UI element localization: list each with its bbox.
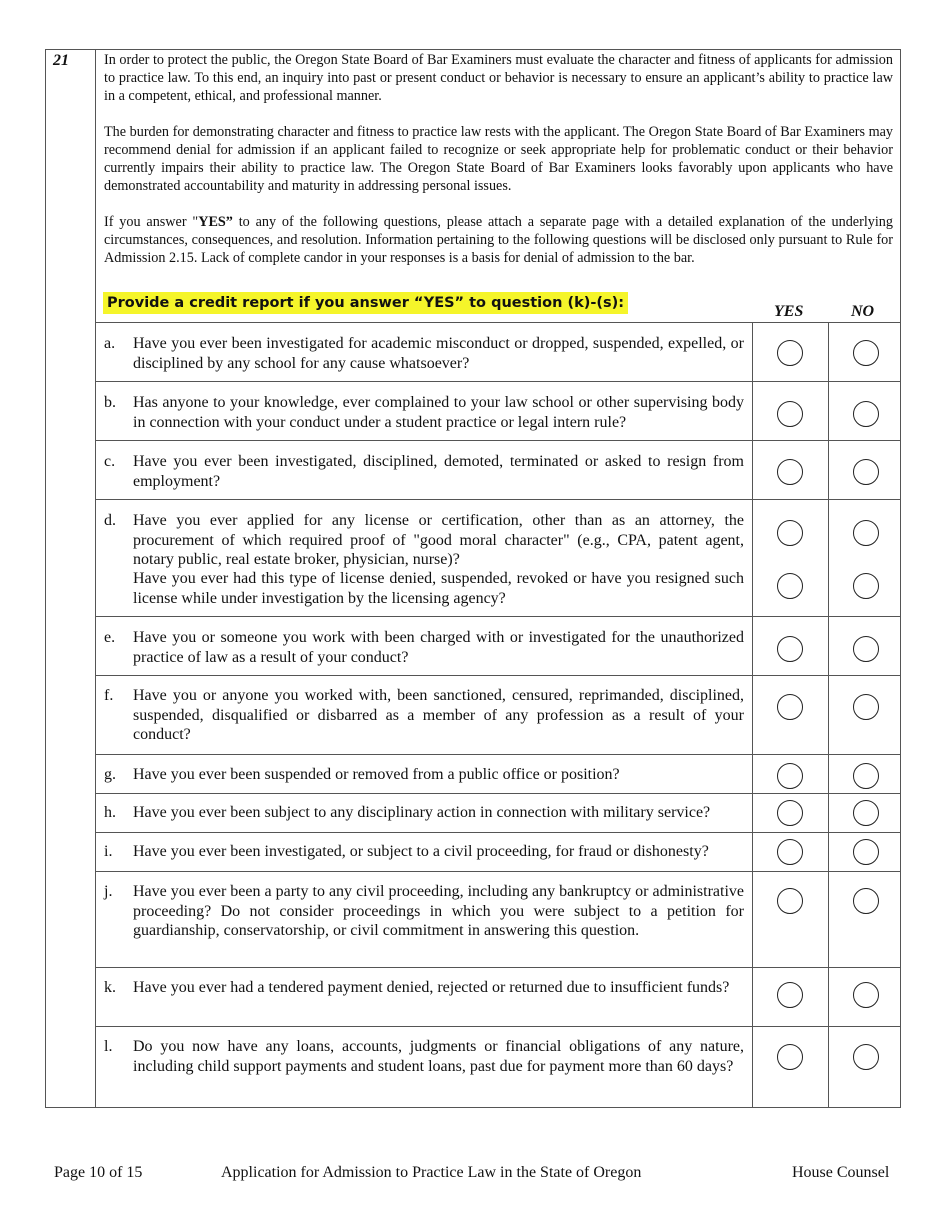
no-radio[interactable] <box>853 763 879 789</box>
question-letter: i. <box>104 843 113 860</box>
question-row-h <box>96 793 901 832</box>
question-row-b <box>96 381 901 440</box>
no-radio[interactable] <box>853 839 879 865</box>
yes-radio[interactable] <box>777 888 803 914</box>
question-text: Have you ever been suspended or removed from a public office or position? <box>133 766 620 783</box>
question-letter: b. <box>104 394 116 411</box>
no-column-header: NO <box>851 303 875 320</box>
question-text: Have you ever been investigated, or subject to a civil proceeding, for fraud or dishonesty? <box>133 843 709 860</box>
question-letter: a. <box>104 335 116 352</box>
question-text: Have you ever been investigated, disciplined, demoted, terminated or asked to resign from employment? <box>133 453 744 490</box>
yes-radio-2[interactable] <box>777 573 803 599</box>
question-letter: k. <box>104 979 116 996</box>
question-text: Has anyone to your knowledge, ever complained to your law school or other supervising body in connection with your conduct under a student practice or legal intern rule? <box>133 394 744 431</box>
question-text-2: Have you ever had this type of license denied, suspended, revoked or have you resigned such license while under investigation by the licensing agency? <box>133 570 744 607</box>
question-row-a <box>96 322 901 381</box>
intro-paragraph-2: The burden for demonstrating character and fitness to practice law rests with the applicant. The Oregon State Board of Bar Examiners may recommend denial for admission if an applicant failed to recognize or seek appropriate help for problematic conduct or their behavior currently impairs their ability to practice law. The Oregon State Board of Bar Examiners looks favorably upon applicants who have demonstrated accountability and maturity in addressing personal issues. <box>104 124 893 194</box>
yes-radio[interactable] <box>777 982 803 1008</box>
question-letter: h. <box>104 804 116 821</box>
question-letter: e. <box>104 629 116 646</box>
footer-category: House Counsel <box>792 1164 890 1181</box>
question-row-k <box>96 967 901 1026</box>
question-letter: f. <box>104 687 114 704</box>
question-text: Do you now have any loans, accounts, judgments or financial obligations of any nature, including child support payments and student loans, past due for payment more than 60 days? <box>133 1038 744 1075</box>
yes-radio[interactable] <box>777 694 803 720</box>
question-letter: c. <box>104 453 116 470</box>
question-row-i <box>96 832 901 871</box>
no-radio[interactable] <box>853 459 879 485</box>
question-text: Have you ever had a tendered payment denied, rejected or returned due to insufficient funds? <box>133 979 730 996</box>
question-row-j <box>96 871 901 967</box>
yes-radio[interactable] <box>777 459 803 485</box>
question-letter: g. <box>104 766 116 783</box>
yes-radio[interactable] <box>777 1044 803 1070</box>
footer-title: Application for Admission to Practice Law in the State of Oregon <box>221 1164 642 1181</box>
question-text: Have you or anyone you worked with, been sanctioned, censured, reprimanded, disciplined, suspended, disqualified or disbarred as a member of any profession as a result of your conduct? <box>133 687 744 744</box>
question-letter: d. <box>104 512 116 529</box>
question-row-e <box>96 616 901 675</box>
no-radio[interactable] <box>853 694 879 720</box>
yes-radio[interactable] <box>777 340 803 366</box>
question-letter: l. <box>104 1038 113 1055</box>
question-row-f <box>96 675 901 754</box>
yes-radio[interactable] <box>777 401 803 427</box>
question-text: Have you or someone you work with been charged with or investigated for the unauthorized practice of law as a result of your conduct? <box>133 629 744 666</box>
question-text: Have you ever applied for any license or certification, other than as an attorney, the procurement of which required proof of "good moral character" (e.g., CPA, patent agent, notary public, real estate broker, physician, nurse)? <box>133 512 744 569</box>
question-row-d <box>96 499 901 616</box>
question-row-g <box>96 754 901 793</box>
credit-report-notice: Provide a credit report if you answer “YES” to question (k)-(s): <box>103 292 628 314</box>
question-row-l <box>96 1026 901 1108</box>
no-radio[interactable] <box>853 982 879 1008</box>
question-row-c <box>96 440 901 499</box>
yes-radio[interactable] <box>777 800 803 826</box>
no-radio[interactable] <box>853 401 879 427</box>
yes-radio[interactable] <box>777 636 803 662</box>
question-text: Have you ever been a party to any civil proceeding, including any bankruptcy or administrative proceeding? Do not consider proceedings in which you were subject to a petition for guardianship, conservatorship, or civil commitment in answering this question. <box>133 883 744 940</box>
no-radio[interactable] <box>853 1044 879 1070</box>
number-column <box>45 49 96 1108</box>
yes-radio[interactable] <box>777 763 803 789</box>
question-number: 21 <box>53 52 69 69</box>
intro-text <box>104 51 893 285</box>
page-number: Page 10 of 15 <box>54 1164 143 1181</box>
yes-radio[interactable] <box>777 839 803 865</box>
intro-paragraph-3: If you answer "YES” to any of the following questions, please attach a separate page with a detailed explanation of the underlying circumstances, consequences, and resolution. Information pertaining to the following questions will be disclosed only pursuant to Rule for Admission 2.15. Lack of complete candor in your responses is a basis for denial of admission to the bar. <box>104 214 893 266</box>
no-radio[interactable] <box>853 888 879 914</box>
no-radio[interactable] <box>853 520 879 546</box>
question-text: Have you ever been subject to any disciplinary action in connection with military service? <box>133 804 711 821</box>
no-radio[interactable] <box>853 636 879 662</box>
question-text: Have you ever been investigated for academic misconduct or dropped, suspended, expelled, or disciplined by any school for any cause whatsoever? <box>133 335 744 372</box>
no-radio-2[interactable] <box>853 573 879 599</box>
no-radio[interactable] <box>853 340 879 366</box>
no-radio[interactable] <box>853 800 879 826</box>
question-letter: j. <box>104 883 113 900</box>
yes-radio[interactable] <box>777 520 803 546</box>
intro-paragraph-1: In order to protect the public, the Oregon State Board of Bar Examiners must evaluate the character and fitness of applicants for admission to practice law. To this end, an inquiry into past or present conduct or behavior is necessary to ensure an applicant’s ability to practice law in a competent, ethical, and professional manner. <box>104 52 893 104</box>
yes-column-header: YES <box>774 303 804 320</box>
